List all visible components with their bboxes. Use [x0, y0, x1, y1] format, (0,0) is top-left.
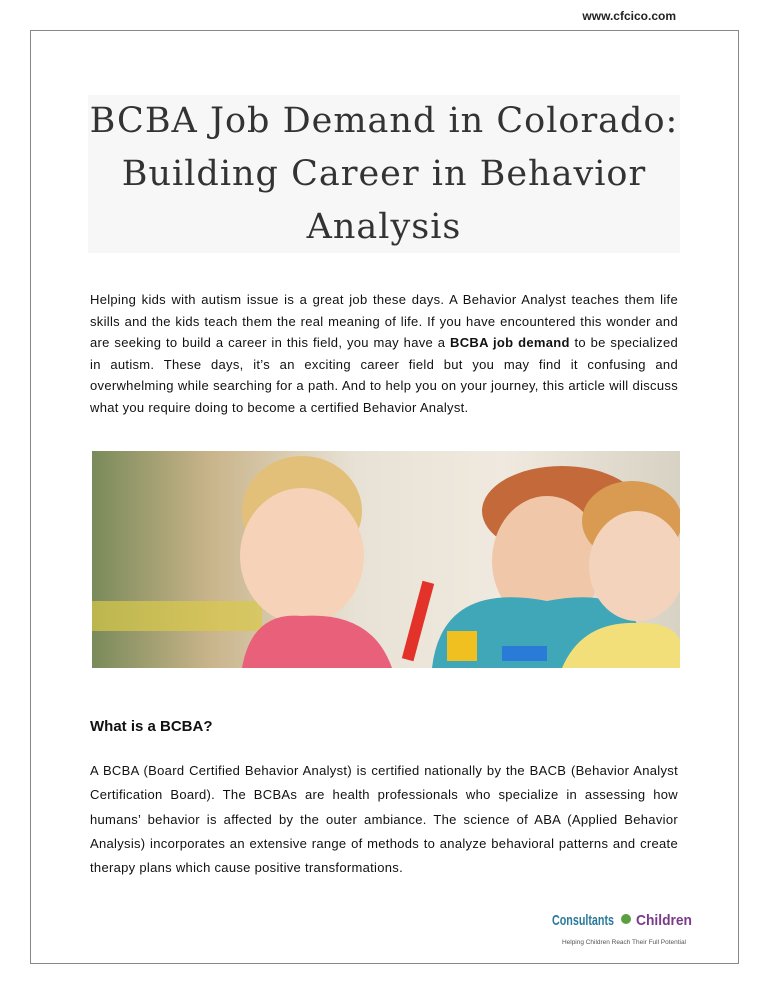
- keyword-link: BCBA job demand: [450, 335, 570, 350]
- intro-paragraph: [90, 289, 678, 418]
- svg-text:Children: Children: [636, 912, 692, 929]
- hero-photo: [92, 451, 680, 668]
- company-logo: [552, 903, 702, 949]
- intro-text: Helping kids with autism issue is a great job these days. A Behavior Analyst teaches them life skills and the kids teach them the real meaning of life. If you have encountered this wonder and are seeking to build a career in this field, you may have a: [90, 292, 678, 350]
- page-title: BCBA Job Demand in Colorado: Building Career in Behavior Analysis: [88, 95, 680, 253]
- children-with-teacher-image: [92, 451, 680, 668]
- section-paragraph: A BCBA (Board Certified Behavior Analyst) is certified nationally by the BACB (Behavior Analyst Certification Board). The BCBAs are health professionals who specialize in assessing how humans’ behavior is affected by the outer ambiance. The science of ABA (Applied Behavior Analysis) incorporates an extensive range of methods to analyze behavioral patterns and create therapy plans which cause positive transformations.: [90, 763, 678, 876]
- svg-text:Helping Children Reach Their F: Helping Children Reach Their Full Potential: [562, 940, 686, 946]
- section-heading: What is a BCBA?: [90, 718, 213, 735]
- consultants-for-children-logo: [552, 903, 702, 949]
- svg-text:Consultants: Consultants: [552, 912, 614, 929]
- intro-text-end: to be specialized in autism. These days, it’s an exciting career field but you may find it confusing and overwhelming while searching for a path. And to help you on your journey, this article will discuss what you require doing to become a certified Behavior Analyst.: [90, 335, 679, 415]
- site-url: www.cfcico.com: [582, 9, 676, 23]
